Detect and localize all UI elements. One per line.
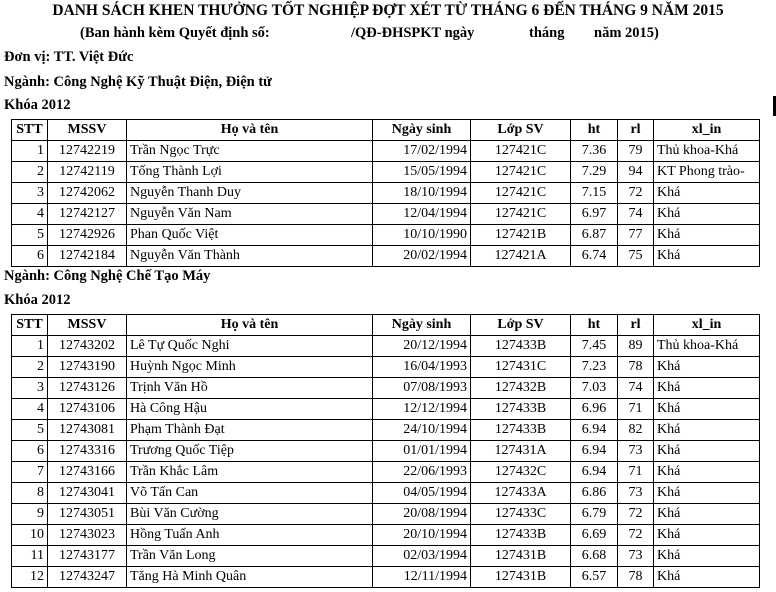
birthdate-cell: 18/10/1994 bbox=[373, 183, 471, 204]
xl-in-cell: Khá bbox=[654, 225, 760, 246]
ht-cell: 6.96 bbox=[571, 399, 618, 420]
xl-in-cell: Khá bbox=[654, 504, 760, 525]
table-row bbox=[12, 504, 760, 525]
ht-cell: 6.97 bbox=[571, 204, 618, 225]
mssv-cell: 12743166 bbox=[48, 462, 127, 483]
class-cell: 127433B bbox=[471, 420, 571, 441]
mssv-cell: 12743051 bbox=[48, 504, 127, 525]
stt-cell: 9 bbox=[12, 504, 48, 525]
stt-cell: 11 bbox=[12, 546, 48, 567]
major-label-1: Ngành: Công Nghệ Kỹ Thuật Điện, Điện tử bbox=[4, 74, 272, 90]
table-row bbox=[12, 183, 760, 204]
table-row bbox=[12, 204, 760, 225]
table-row bbox=[12, 225, 760, 246]
table-row bbox=[12, 141, 760, 162]
stt-cell: 3 bbox=[12, 183, 48, 204]
name-cell: Trịnh Văn Hồ bbox=[127, 378, 373, 399]
birthdate-cell: 10/10/1990 bbox=[373, 225, 471, 246]
name-cell: Huỳnh Ngọc Minh bbox=[127, 357, 373, 378]
table-row bbox=[12, 567, 760, 588]
birthdate-cell: 01/01/1994 bbox=[373, 441, 471, 462]
birthdate-cell: 17/02/1994 bbox=[373, 141, 471, 162]
ht-cell: 6.94 bbox=[571, 462, 618, 483]
mssv-cell: 12742119 bbox=[48, 162, 127, 183]
xl-in-cell: Khá bbox=[654, 525, 760, 546]
name-cell: Nguyễn Văn Thành bbox=[127, 246, 373, 267]
class-cell: 127431B bbox=[471, 567, 571, 588]
name-cell: Hà Công Hậu bbox=[127, 399, 373, 420]
class-cell: 127431B bbox=[471, 546, 571, 567]
class-cell: 127433B bbox=[471, 399, 571, 420]
stt-cell: 2 bbox=[12, 357, 48, 378]
rl-cell: 73 bbox=[618, 441, 654, 462]
column-header-mssv: MSSV bbox=[48, 120, 127, 141]
ht-cell: 6.74 bbox=[571, 246, 618, 267]
stt-cell: 5 bbox=[12, 420, 48, 441]
major-label-2: Ngành: Công Nghệ Chế Tạo Máy bbox=[4, 268, 211, 284]
xl-in-cell: Khá bbox=[654, 183, 760, 204]
awards-table-2 bbox=[11, 314, 760, 588]
birthdate-cell: 20/08/1994 bbox=[373, 504, 471, 525]
column-header-name: Họ và tên bbox=[127, 120, 373, 141]
birthdate-cell: 20/02/1994 bbox=[373, 246, 471, 267]
birthdate-cell: 07/08/1993 bbox=[373, 378, 471, 399]
class-cell: 127431A bbox=[471, 441, 571, 462]
rl-cell: 94 bbox=[618, 162, 654, 183]
rl-cell: 73 bbox=[618, 546, 654, 567]
stt-cell: 8 bbox=[12, 483, 48, 504]
class-cell: 127431C bbox=[471, 357, 571, 378]
awards-table-1 bbox=[11, 119, 760, 267]
mssv-cell: 12742127 bbox=[48, 204, 127, 225]
rl-cell: 72 bbox=[618, 525, 654, 546]
xl-in-cell: Khá bbox=[654, 567, 760, 588]
mssv-cell: 12743202 bbox=[48, 336, 127, 357]
class-cell: 127432B bbox=[471, 378, 571, 399]
stt-cell: 4 bbox=[12, 399, 48, 420]
ht-cell: 6.69 bbox=[571, 525, 618, 546]
mssv-cell: 12743247 bbox=[48, 567, 127, 588]
mssv-cell: 12742926 bbox=[48, 225, 127, 246]
class-cell: 127421C bbox=[471, 162, 571, 183]
column-header-birthdate: Ngày sinh bbox=[373, 315, 471, 336]
rl-cell: 77 bbox=[618, 225, 654, 246]
class-cell: 127433A bbox=[471, 483, 571, 504]
ht-cell: 6.94 bbox=[571, 420, 618, 441]
stt-cell: 1 bbox=[12, 336, 48, 357]
stt-cell: 4 bbox=[12, 204, 48, 225]
decision-part-4: năm 2015) bbox=[594, 25, 659, 41]
table-row bbox=[12, 441, 760, 462]
name-cell: Nguyễn Thanh Duy bbox=[127, 183, 373, 204]
name-cell: Trần Khắc Lâm bbox=[127, 462, 373, 483]
table-row bbox=[12, 399, 760, 420]
column-header-xl-in: xl_in bbox=[654, 315, 760, 336]
column-header-rl: rl bbox=[618, 120, 654, 141]
mssv-cell: 12743177 bbox=[48, 546, 127, 567]
rl-cell: 72 bbox=[618, 504, 654, 525]
rl-cell: 78 bbox=[618, 567, 654, 588]
rl-cell: 74 bbox=[618, 378, 654, 399]
column-header-class: Lớp SV bbox=[471, 120, 571, 141]
name-cell: Hồng Tuấn Anh bbox=[127, 525, 373, 546]
unit-label: Đơn vị: TT. Việt Đức bbox=[4, 49, 134, 65]
stt-cell: 7 bbox=[12, 462, 48, 483]
mssv-cell: 12742062 bbox=[48, 183, 127, 204]
table-row bbox=[12, 483, 760, 504]
table-row bbox=[12, 357, 760, 378]
name-cell: Trương Quốc Tiệp bbox=[127, 441, 373, 462]
xl-in-cell: Khá bbox=[654, 462, 760, 483]
birthdate-cell: 12/11/1994 bbox=[373, 567, 471, 588]
table-row bbox=[12, 378, 760, 399]
column-header-class: Lớp SV bbox=[471, 315, 571, 336]
ht-cell: 6.79 bbox=[571, 504, 618, 525]
xl-in-cell: Khá bbox=[654, 399, 760, 420]
class-cell: 127432C bbox=[471, 462, 571, 483]
stt-cell: 12 bbox=[12, 567, 48, 588]
ht-cell: 6.94 bbox=[571, 441, 618, 462]
ht-cell: 7.23 bbox=[571, 357, 618, 378]
xl-in-cell: Khá bbox=[654, 246, 760, 267]
table-row bbox=[12, 162, 760, 183]
table-row bbox=[12, 420, 760, 441]
birthdate-cell: 12/12/1994 bbox=[373, 399, 471, 420]
column-header-birthdate: Ngày sinh bbox=[373, 120, 471, 141]
ht-cell: 6.86 bbox=[571, 483, 618, 504]
birthdate-cell: 02/03/1994 bbox=[373, 546, 471, 567]
table-row bbox=[12, 462, 760, 483]
ht-cell: 6.68 bbox=[571, 546, 618, 567]
class-cell: 127433C bbox=[471, 504, 571, 525]
mssv-cell: 12743106 bbox=[48, 399, 127, 420]
class-cell: 127421A bbox=[471, 246, 571, 267]
birthdate-cell: 12/04/1994 bbox=[373, 204, 471, 225]
birthdate-cell: 22/06/1993 bbox=[373, 462, 471, 483]
rl-cell: 78 bbox=[618, 357, 654, 378]
table-row bbox=[12, 525, 760, 546]
stt-cell: 6 bbox=[12, 246, 48, 267]
ht-cell: 7.29 bbox=[571, 162, 618, 183]
class-cell: 127433B bbox=[471, 336, 571, 357]
rl-cell: 73 bbox=[618, 483, 654, 504]
column-header-name: Họ và tên bbox=[127, 315, 373, 336]
xl-in-cell: Khá bbox=[654, 420, 760, 441]
column-header-mssv: MSSV bbox=[48, 315, 127, 336]
mssv-cell: 12743190 bbox=[48, 357, 127, 378]
mssv-cell: 12742219 bbox=[48, 141, 127, 162]
mssv-cell: 12742184 bbox=[48, 246, 127, 267]
table-row bbox=[12, 546, 760, 567]
decision-part-3: tháng bbox=[529, 25, 565, 41]
class-cell: 127421C bbox=[471, 204, 571, 225]
mssv-cell: 12743316 bbox=[48, 441, 127, 462]
document-title: DANH SÁCH KHEN THƯỞNG TỐT NGHIỆP ĐỢT XÉT TỪ THÁNG 6 ĐẾN THÁNG 9 NĂM 2015 bbox=[52, 2, 724, 19]
class-cell: 127421B bbox=[471, 225, 571, 246]
stt-cell: 5 bbox=[12, 225, 48, 246]
name-cell: Lê Tự Quốc Nghi bbox=[127, 336, 373, 357]
xl-in-cell: Khá bbox=[654, 378, 760, 399]
column-header-ht: ht bbox=[571, 315, 618, 336]
mssv-cell: 12743041 bbox=[48, 483, 127, 504]
ht-cell: 7.36 bbox=[571, 141, 618, 162]
birthdate-cell: 15/05/1994 bbox=[373, 162, 471, 183]
ht-cell: 7.03 bbox=[571, 378, 618, 399]
stt-cell: 2 bbox=[12, 162, 48, 183]
class-cell: 127421C bbox=[471, 183, 571, 204]
table-row bbox=[12, 336, 760, 357]
stt-cell: 10 bbox=[12, 525, 48, 546]
rl-cell: 89 bbox=[618, 336, 654, 357]
stt-cell: 1 bbox=[12, 141, 48, 162]
course-label-2: Khóa 2012 bbox=[4, 292, 71, 308]
ht-cell: 6.87 bbox=[571, 225, 618, 246]
name-cell: Tăng Hà Minh Quân bbox=[127, 567, 373, 588]
xl-in-cell: Khá bbox=[654, 483, 760, 504]
birthdate-cell: 20/12/1994 bbox=[373, 336, 471, 357]
column-header-xl-in: xl_in bbox=[654, 120, 760, 141]
name-cell: Trần Văn Long bbox=[127, 546, 373, 567]
ht-cell: 7.45 bbox=[571, 336, 618, 357]
name-cell: Phan Quốc Việt bbox=[127, 225, 373, 246]
name-cell: Bùi Văn Cường bbox=[127, 504, 373, 525]
xl-in-cell: Khá bbox=[654, 357, 760, 378]
decision-part-1: (Ban hành kèm Quyết định số: bbox=[80, 25, 270, 41]
rl-cell: 71 bbox=[618, 399, 654, 420]
birthdate-cell: 16/04/1993 bbox=[373, 357, 471, 378]
rl-cell: 75 bbox=[618, 246, 654, 267]
course-label-1: Khóa 2012 bbox=[4, 97, 71, 113]
stt-cell: 3 bbox=[12, 378, 48, 399]
xl-in-cell: Khá bbox=[654, 204, 760, 225]
column-header-stt: STT bbox=[12, 315, 48, 336]
column-header-rl: rl bbox=[618, 315, 654, 336]
rl-cell: 79 bbox=[618, 141, 654, 162]
birthdate-cell: 24/10/1994 bbox=[373, 420, 471, 441]
rl-cell: 71 bbox=[618, 462, 654, 483]
name-cell: Võ Tấn Can bbox=[127, 483, 373, 504]
stt-cell: 6 bbox=[12, 441, 48, 462]
xl-in-cell: Thủ khoa-Khá bbox=[654, 141, 760, 162]
rl-cell: 74 bbox=[618, 204, 654, 225]
table-row bbox=[12, 246, 760, 267]
ht-cell: 6.57 bbox=[571, 567, 618, 588]
name-cell: Phạm Thành Đạt bbox=[127, 420, 373, 441]
class-cell: 127433B bbox=[471, 525, 571, 546]
birthdate-cell: 20/10/1994 bbox=[373, 525, 471, 546]
xl-in-cell: Khá bbox=[654, 441, 760, 462]
column-header-ht: ht bbox=[571, 120, 618, 141]
ht-cell: 7.15 bbox=[571, 183, 618, 204]
rl-cell: 82 bbox=[618, 420, 654, 441]
mssv-cell: 12743023 bbox=[48, 525, 127, 546]
xl-in-cell: Khá bbox=[654, 546, 760, 567]
decision-part-2: /QĐ-ĐHSPKT ngày bbox=[351, 25, 475, 41]
column-header-stt: STT bbox=[12, 120, 48, 141]
xl-in-cell: Thủ khoa-Khá bbox=[654, 336, 760, 357]
name-cell: Tống Thành Lợi bbox=[127, 162, 373, 183]
name-cell: Trần Ngọc Trực bbox=[127, 141, 373, 162]
table-header-row bbox=[12, 315, 760, 336]
class-cell: 127421C bbox=[471, 141, 571, 162]
name-cell: Nguyễn Văn Nam bbox=[127, 204, 373, 225]
mssv-cell: 12743126 bbox=[48, 378, 127, 399]
birthdate-cell: 04/05/1994 bbox=[373, 483, 471, 504]
table-header-row bbox=[12, 120, 760, 141]
xl-in-cell: KT Phong trào- bbox=[654, 162, 760, 183]
mssv-cell: 12743081 bbox=[48, 420, 127, 441]
rl-cell: 72 bbox=[618, 183, 654, 204]
